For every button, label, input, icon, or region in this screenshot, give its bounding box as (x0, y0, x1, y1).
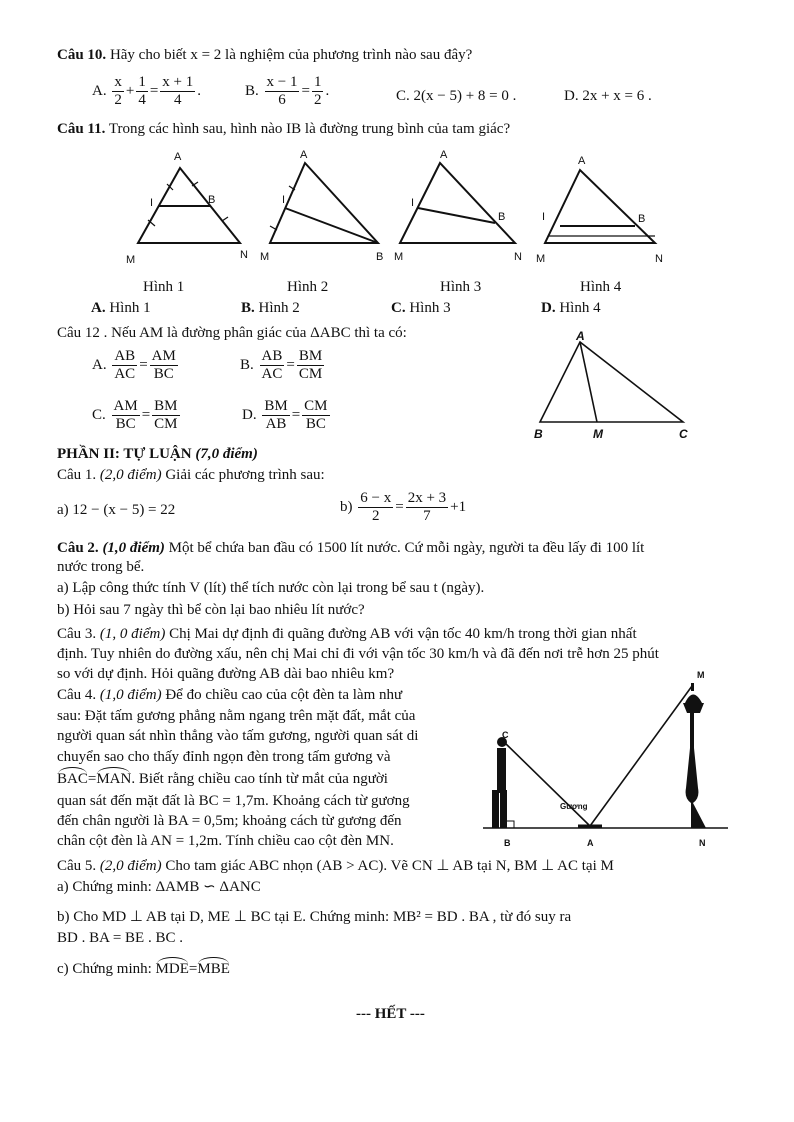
p1-a: a) 12 − (x − 5) = 22 (57, 502, 176, 518)
p4-l4: chuyển sao cho thấy đỉnh ngọn đèn trong tấm gương và (57, 749, 391, 765)
svg-text:A: A (587, 838, 594, 848)
p2-a: a) Lập công thức tính V (lít) thể tích nước còn lại trong bể sau t (ngày). (57, 580, 485, 596)
p4-figure (478, 668, 738, 858)
q10-option-a: A. $\frac{x}{2}$ + $\frac{1}{4}$ = $\frac{x + 1}{4}$ . (92, 74, 201, 109)
p4-l8: chân cột đèn là AN = 1,2m. Tính chiều cao cột đèn MN. (57, 833, 394, 849)
q11-option-d: D. Hình 4 (541, 300, 601, 316)
end-marker: --- HẾT --- (356, 1006, 425, 1022)
q10-option-c: C. 2(x − 5) + 8 = 0 . (396, 88, 517, 104)
svg-text:B: B (498, 211, 506, 223)
p5-b2: BD . BA = BE . BC . (57, 930, 183, 946)
svg-text:B: B (638, 213, 646, 225)
person-silhouette (492, 737, 507, 828)
q12-question: Câu 12 . Nếu AM là đường phân giác của ΔABC thì ta có: (57, 325, 407, 341)
q10-question: Câu 10. Hãy cho biết x = 2 là nghiệm của phương trình nào sau đây? (57, 47, 473, 63)
svg-text:I: I (282, 194, 286, 206)
p2-question: Câu 2. (1,0 điểm) Một bể chứa ban đầu có 1500 lít nước. Cứ mỗi ngày, người ta đều lấy đi 100 lít (57, 540, 645, 556)
svg-text:A: A (300, 149, 308, 161)
fig4-triangle (545, 170, 655, 243)
svg-text:B: B (208, 194, 216, 206)
svg-text:N: N (655, 253, 663, 265)
fig2-ib (285, 208, 378, 243)
svg-text:M: M (126, 254, 136, 266)
p5-question: Câu 5. (2,0 điểm) Cho tam giác ABC nhọn (AB > AC). Vẽ CN ⊥ AB tại N, BM ⊥ AC tại M (57, 858, 614, 874)
p4-l3: người quan sát nhìn thẳng vào tấm gương, người quan sát di (57, 728, 419, 744)
p1-b: b) $\frac{6 - x}{2}$ = $\frac{2x + 3}{7}$ +1 (340, 490, 467, 525)
p3-question: Câu 3. (1, 0 điểm) Chị Mai dự định đi quãng đường AB với vận tốc 40 km/h trong thời gian nhất (57, 626, 637, 642)
svg-text:M: M (697, 670, 705, 680)
svg-text:A: A (576, 330, 585, 343)
svg-text:N: N (514, 251, 522, 263)
fig3-caption: Hình 3 (440, 279, 482, 295)
svg-text:I: I (150, 197, 154, 209)
q12-option-a: A. $\frac{AB}{AC}$ = $\frac{AM}{BC}$ (92, 348, 176, 383)
svg-text:C: C (502, 730, 509, 740)
svg-text:Gương: Gương (560, 802, 588, 811)
q11-option-c: C. Hình 3 (391, 300, 451, 316)
q11-option-a: A. Hình 1 (91, 300, 151, 316)
svg-text:C: C (679, 427, 688, 441)
p2-b: b) Hỏi sau 7 ngày thì bể còn lại bao nhiêu lít nước? (57, 602, 365, 618)
q12-option-d: D. $\frac{BM}{AB}$ = $\frac{CM}{BC}$ (242, 398, 328, 433)
p4-question: Câu 4. (1,0 điểm) Để đo chiều cao của cột đèn ta làm như (57, 687, 403, 703)
svg-text:B: B (376, 251, 384, 263)
svg-text:A: A (578, 155, 586, 167)
fig1-caption: Hình 1 (143, 279, 185, 295)
p1-question: Câu 1. (2,0 điểm) Giải các phương trình sau: (57, 467, 325, 483)
svg-text:M: M (536, 253, 546, 265)
p4-l7: đến chân người là BA = 0,5m; khoảng cách từ gương đến (57, 813, 402, 829)
fig2-caption: Hình 2 (287, 279, 329, 295)
q11-option-b: B. Hình 2 (241, 300, 300, 316)
p4-l6: quan sát đến mặt đất là BC = 1,7m. Khoảng cách từ gương (57, 793, 410, 809)
part2-title: PHẦN II: TỰ LUẬN (7,0 điểm) (57, 446, 258, 462)
svg-text:I: I (411, 197, 415, 209)
q12-option-c: C. $\frac{AM}{BC}$ = $\frac{BM}{CM}$ (92, 398, 178, 433)
svg-text:M: M (394, 251, 404, 263)
p2-text2: nước trong bể. (57, 559, 145, 575)
p3-text2: định. Tuy nhiên do đường xấu, nên chị Mai chỉ đi với vận tốc 30 km/h và đã đến nơi trễ hơn 25 phút (57, 646, 659, 662)
fig3-triangle (400, 163, 515, 243)
svg-text:B: B (504, 838, 511, 848)
svg-text:B: B (534, 427, 543, 441)
svg-text:A: A (174, 151, 182, 163)
p4-l2: sau: Đặt tấm gương phẳng nằm ngang trên mặt đất, mắt của (57, 708, 416, 724)
svg-text:I: I (542, 211, 546, 223)
fig4-caption: Hình 4 (580, 279, 622, 295)
q11-figures (110, 148, 680, 273)
p4-l5: BAC=MAN. Biết rằng chiều cao tính từ mắt của người (57, 771, 388, 787)
p5-c: c) Chứng minh: MDE=MBE (57, 961, 230, 977)
svg-text:M: M (593, 427, 603, 441)
q12-option-b: B. $\frac{AB}{AC}$ = $\frac{BM}{CM}$ (240, 348, 323, 383)
svg-text:A: A (440, 149, 448, 161)
q12-figure (525, 330, 695, 445)
p5-b1: b) Cho MD ⊥ AB tại D, ME ⊥ BC tại E. Chứng minh: MB² = BD . BA , từ đó suy ra (57, 909, 572, 925)
svg-text:M: M (260, 251, 270, 263)
lamp-post (683, 683, 706, 828)
q11-question: Câu 11. Trong các hình sau, hình nào IB là đường trung bình của tam giác? (57, 121, 511, 137)
p5-a: a) Chứng minh: ΔAMB ∽ ΔANC (57, 879, 261, 895)
svg-text:N: N (699, 838, 706, 848)
q10-option-b: B. $\frac{x - 1}{6}$ = $\frac{1}{2}$ . (245, 74, 330, 109)
fig2-triangle (270, 163, 378, 243)
q10-option-d: D. 2x + x = 6 . (564, 88, 652, 104)
p3-text3: so với dự định. Hỏi quãng đường AB dài bao nhiêu km? (57, 666, 395, 682)
svg-text:N: N (240, 249, 248, 261)
